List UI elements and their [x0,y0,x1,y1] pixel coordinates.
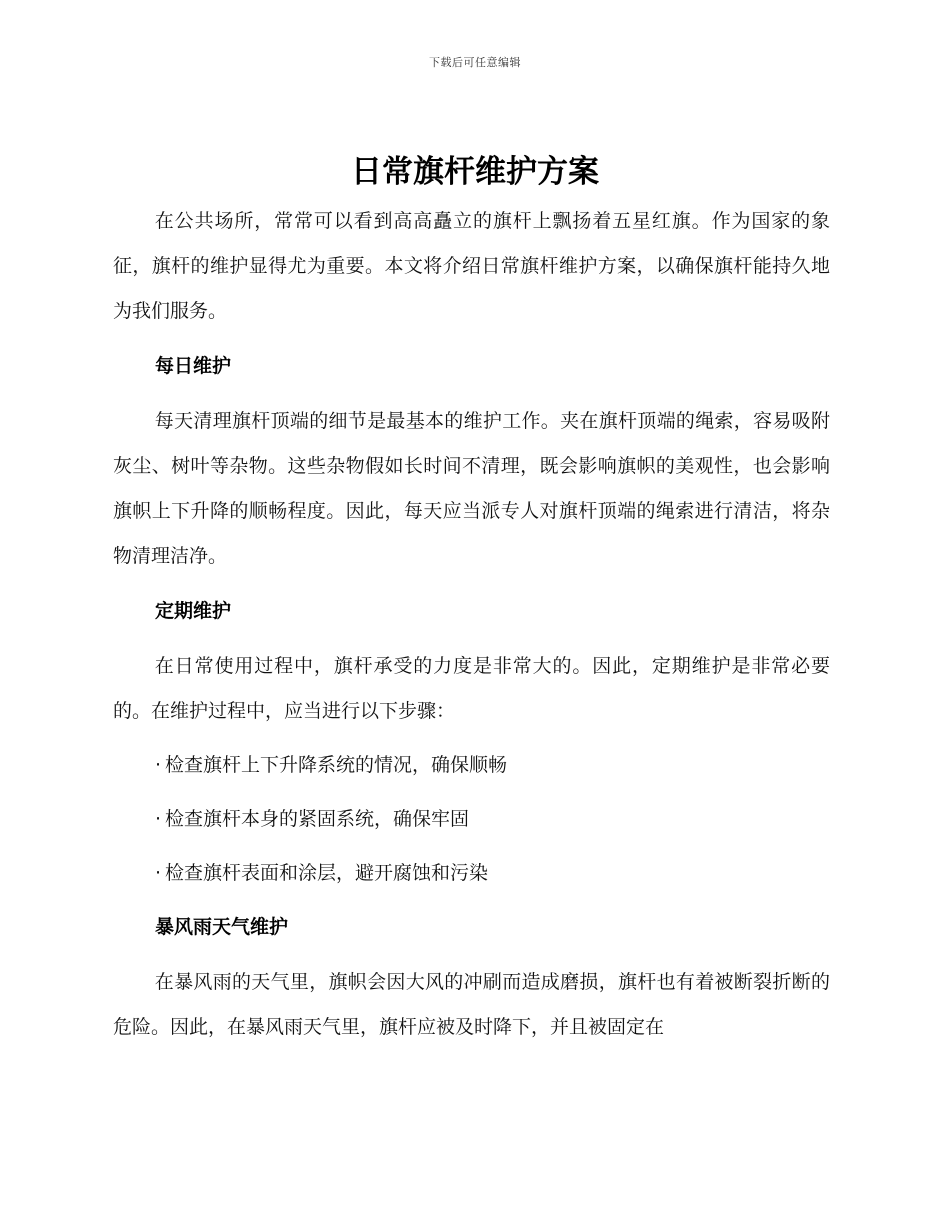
list-item-text: 检查旗杆上下升降系统的情况，确保顺畅 [165,754,508,776]
list-item-text: 检查旗杆表面和涂层，避开腐蚀和污染 [165,862,489,884]
list-item [113,797,830,842]
list-item [113,743,830,788]
section-heading-periodic: 定期维护 [155,600,232,622]
header-note: 下载后可任意编辑 [429,56,521,69]
list-item-text: 检查旗杆本身的紧固系统，确保牢固 [165,808,470,830]
intro-paragraph: 在公共场所，常常可以看到高高矗立的旗杆上飘扬着五星红旗。作为国家的象征，旗杆的维护显得尤为重要。本文将介绍日常旗杆维护方案，以确保旗杆能持久地为我们服务。 [113,210,830,322]
section-heading-storm: 暴风雨天气维护 [155,916,289,938]
bullet-icon: · [155,862,162,884]
section-body-storm: 在暴风雨的天气里，旗帜会因大风的冲刷而造成磨损，旗杆也有着被断裂折断的危险。因此，在暴风雨天气里，旗杆应被及时降下，并且被固定在 [113,971,830,1038]
list-item [113,851,830,896]
document-body [113,199,830,1050]
section-body-periodic: 在日常使用过程中，旗杆承受的力度是非常大的。因此，定期维护是非常必要的。在维护过程中，应当进行以下步骤： [113,655,830,722]
section-body-daily: 每天清理旗杆顶端的细节是最基本的维护工作。夹在旗杆顶端的绳索，容易吸附灰尘、树叶等杂物。这些杂物假如长时间不清理，既会影响旗帜的美观性，也会影响旗帜上下升降的顺畅程度。因此，每天应当派专人对旗杆顶端的绳索进行清洁，将杂物清理洁净。 [113,410,830,567]
bullet-icon: · [155,754,162,776]
bullet-icon: · [155,808,162,830]
document-title: 日常旗杆维护方案 [351,154,599,190]
section-heading-daily: 每日维护 [155,355,232,377]
